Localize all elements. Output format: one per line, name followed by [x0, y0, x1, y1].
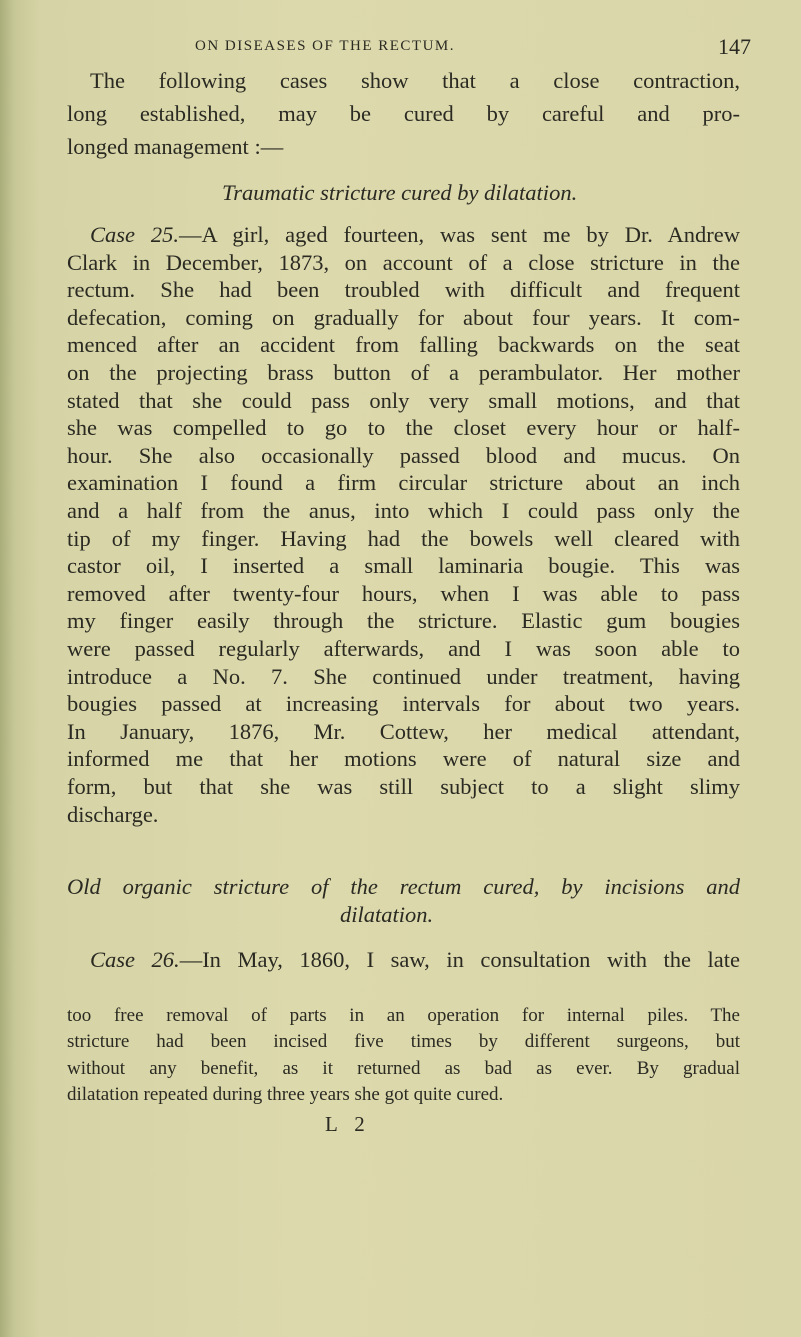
case-25-first-line [90, 224, 740, 249]
case-25-line: Clark in December, 1873, on account of a close stricture in the [67, 251, 740, 275]
case-25-line: rectum. She had been troubled with difficult and frequent [67, 279, 740, 303]
case-25-line: were passed regularly afterwards, and I was soon able to [67, 638, 740, 661]
case-25-line: stated that she could pass only very small motions, and that [67, 389, 740, 413]
running-head: ON DISEASES OF THE RECTUM. [195, 38, 455, 54]
case-25-line: my finger easily through the stricture. Elastic gum bougies [67, 610, 740, 634]
case-label: Case 26. [90, 949, 180, 972]
case-25-line: and a half from the anus, into which I could pass only the [67, 500, 740, 523]
case-26-first-line [90, 949, 740, 974]
case-25-line: In January, 1876, Mr. Cottew, her medical attendant, [67, 720, 740, 744]
case-25-line: bougies passed at increasing intervals for about two years. [67, 693, 740, 717]
case-25-line: removed after twenty-four hours, when I was able to pass [67, 582, 740, 606]
case-text: —In May, 1860, I saw, in consultation with the late [179, 949, 740, 972]
case-25-line: she was compelled to go to the closet every hour or half- [67, 417, 740, 441]
signature-mark: L 2 [325, 1112, 371, 1136]
case-label: Case 25. [90, 224, 180, 247]
case-25-line: informed me that her motions were of natural size and [67, 748, 740, 772]
page-number: 147 [718, 34, 751, 59]
case-text: —A girl, aged fourteen, was sent me by Dr. Andrew [179, 224, 740, 247]
case-25-line: examination I found a firm circular stricture about an inch [67, 472, 740, 496]
case-25-line: on the projecting brass button of a perambulator. Her mother [67, 362, 740, 385]
case-26-line: without any benefit, as it returned as bad as ever. By gradual [67, 1058, 740, 1079]
intro-line: long established, may be cured by careful and pro- [67, 103, 740, 126]
case-26-line: too free removal of parts in an operation for internal piles. The [67, 1006, 740, 1026]
case-26-line: dilatation repeated during three years she got quite cured. [67, 1083, 504, 1105]
section-heading: dilatation. [340, 902, 434, 927]
case-25-line: castor oil, I inserted a small laminaria bougie. This was [67, 555, 740, 579]
section-heading: Traumatic stricture cured by dilatation. [222, 180, 578, 205]
case-25-line: tip of my finger. Having had the bowels well cleared with [67, 527, 740, 551]
case-26-line: stricture had been incised five times by different surgeons, but [67, 1032, 740, 1053]
section-heading: Old organic stricture of the rectum cured, by incisions and [67, 876, 740, 899]
intro-line: The following cases show that a close contraction, [90, 70, 740, 93]
case-25-line: menced after an accident from falling backwards on the seat [67, 334, 740, 358]
case-25-line: defecation, coming on gradually for about four years. It com- [67, 306, 740, 330]
case-25-line: form, but that she was still subject to a slight slimy [67, 776, 740, 799]
case-25-line: hour. She also occasionally passed blood and mucus. On [67, 444, 740, 468]
case-25-line: introduce a No. 7. She continued under treatment, having [67, 665, 740, 689]
intro-line: longed management :— [67, 134, 284, 159]
case-25-line: discharge. [67, 801, 159, 827]
